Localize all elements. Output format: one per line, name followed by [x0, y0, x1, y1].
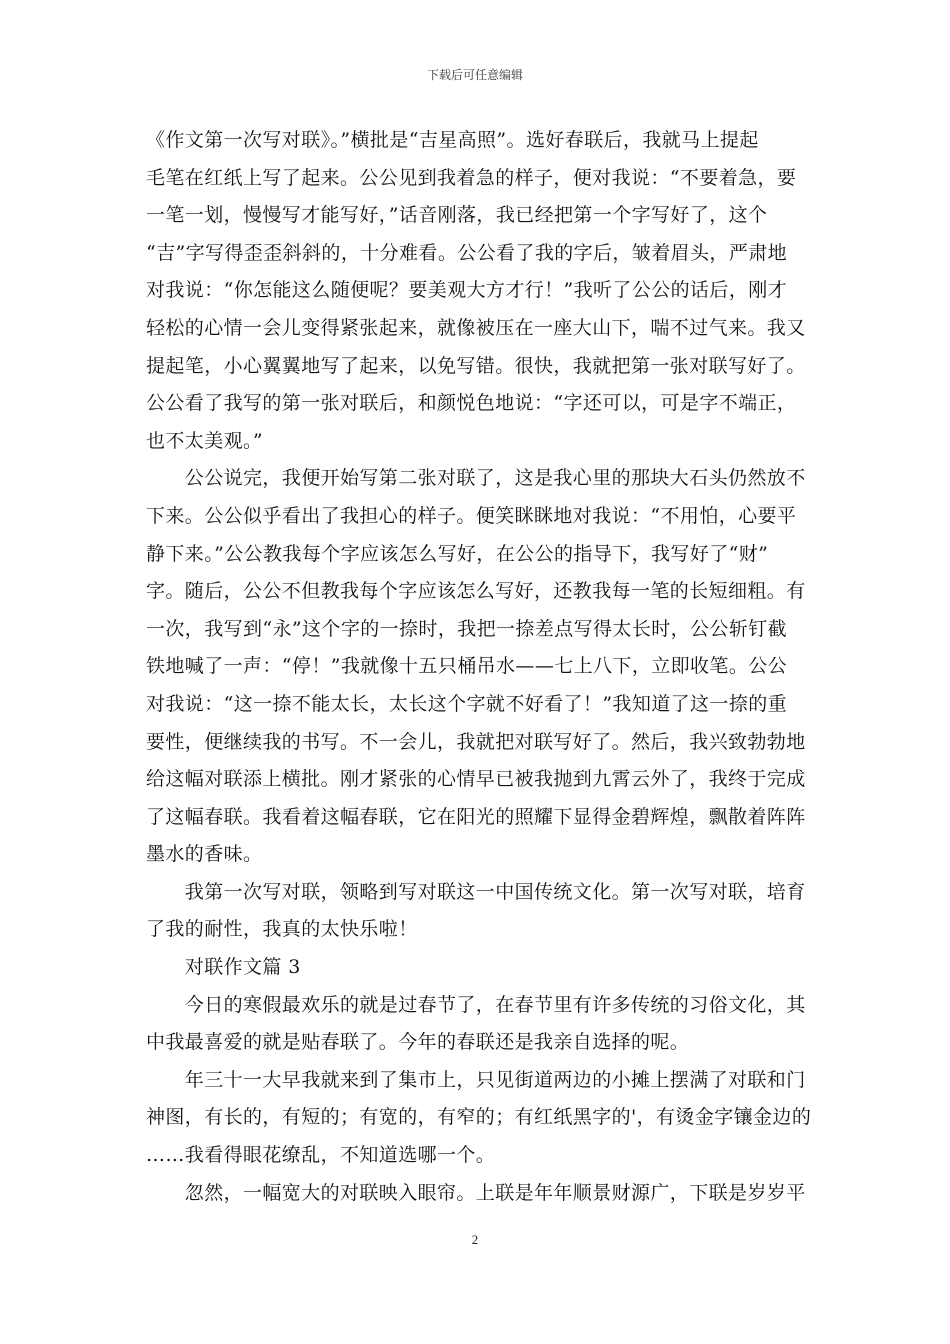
text-line: 对我说：“你怎能这么随便呢？要美观大方才行！”我听了公公的话后，刚才	[146, 279, 788, 302]
text-line: 墨水的香味。	[146, 843, 263, 866]
text-line: 神图，有长的，有短的；有宽的，有窄的；有红纸黑字的'，有烫金字镶金边的	[146, 1106, 812, 1129]
text-line: 我第一次写对联，领略到写对联这一中国传统文化。第一次写对联，培育	[146, 880, 806, 903]
text-line: 年三十一大早我就来到了集市上，只见街道两边的小摊上摆满了对联和门	[146, 1068, 806, 1091]
text-line: 毛笔在红纸上写了起来。公公见到我着急的样子，便对我说：“不要着急，要	[146, 166, 797, 189]
text-line: 提起笔，小心翼翼地写了起来，以免写错。很快，我就把第一张对联写好了。	[146, 354, 806, 377]
text-line: ……我看得眼花缭乱，不知道选哪一个。	[146, 1144, 496, 1167]
text-line: 下来。公公似乎看出了我担心的样子。便笑眯眯地对我说：“不用怕，心要平	[146, 504, 797, 527]
text-line: 要性，便继续我的书写。不一会儿，我就把对联写好了。然后，我兴致勃勃地	[146, 730, 806, 753]
text-line: 一笔一划，慢慢写才能写好，”话音刚落，我已经把第一个字写好了，这个	[146, 204, 768, 227]
text-line: 忽然，一幅宽大的对联映入眼帘。上联是年年顺景财源广，下联是岁岁平	[146, 1181, 806, 1204]
page-number: 2	[471, 1232, 479, 1247]
text-line: 公公说完，我便开始写第二张对联了，这是我心里的那块大石头仍然放不	[146, 467, 806, 490]
text-line: 字。随后，公公不但教我每个字应该怎么写好，还教我每一笔的长短细粗。有	[146, 580, 806, 603]
text-line: 给这幅对联添上横批。刚才紧张的心情早已被我抛到九霄云外了，我终于完成	[146, 768, 806, 791]
text-line: 《作文第一次写对联》。”横批是“吉星高照”。选好春联后，我就马上提起	[146, 129, 759, 151]
text-line: 一次，我写到“永”这个字的一捺时，我把一捺差点写得太长时，公公斩钉截	[146, 617, 788, 640]
text-line: 中我最喜爱的就是贴春联了。今年的春联还是我亲自选择的呢。	[146, 1031, 690, 1054]
page-header: 下载后可任意编辑	[426, 68, 523, 82]
text-line: 静下来。”公公教我每个字应该怎么写好，在公公的指导下，我写好了“财”	[146, 542, 769, 565]
section-heading: 对联作文篇 3	[146, 956, 301, 979]
text-line: 轻松的心情一会儿变得紧张起来，就像被压在一座大山下，喘不过气来。我又	[146, 316, 806, 339]
text-line: 也不太美观。”	[146, 429, 264, 452]
text-line: 公公看了我写的第一张对联后，和颜悦色地说：“字还可以，可是字不端正，	[146, 392, 797, 415]
text-line: 对我说：“这一捺不能太长，太长这个字就不好看了！”我知道了这一捺的重	[146, 692, 788, 715]
text-line: 今日的寒假最欢乐的就是过春节了，在春节里有许多传统的习俗文化，其	[146, 993, 806, 1016]
body-text	[146, 122, 812, 1212]
text-line: 了我的耐性，我真的太快乐啦！	[146, 918, 418, 941]
text-line: 铁地喊了一声：“停！”我就像十五只桶吊水——七上八下，立即收笔。公公	[146, 655, 788, 678]
text-line: 了这幅春联。我看着这幅春联，它在阳光的照耀下显得金碧辉煌，飘散着阵阵	[146, 805, 806, 828]
text-line: “吉”字写得歪歪斜斜的，十分难看。公公看了我的字后，皱着眉头，严肃地	[146, 241, 788, 264]
